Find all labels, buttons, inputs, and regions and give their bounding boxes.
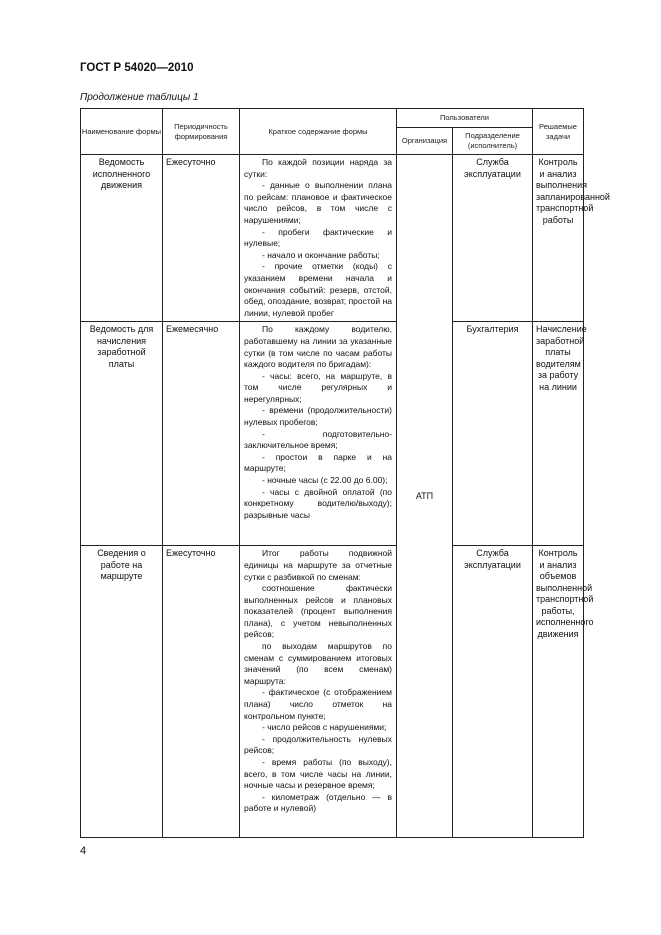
content-line: - фактическое (с отображением плана) число отметок на контрольном пункте; [244,687,392,721]
form-period: Ежемесячно [163,322,240,546]
content-line: - прочие отметки (коды) с указанием времени начала и окончания событий: резерв, отстой, обед, опоздание, возврат, простой на линии, нулевой пробег [244,261,392,318]
header-period: Периодичность формирования [163,109,240,155]
content-line: - время работы (по выходу), всего, в том числе часы на линии, ночные часы и резервное время; [244,757,392,791]
content-line: - начало и окончание работы; [262,249,380,260]
content-line: - продолжительность нулевых рейсов; [244,733,392,756]
form-tasks: Начисление заработной платы водителям за работу на линии [533,322,584,546]
content-line: - подготовительно-заключительное время; [244,428,392,451]
content-line: - часы: всего, на маршруте, в том числе регулярных и нерегулярных; [244,370,392,404]
content-line: По каждому водителю, работавшему на линии за указанные сутки (в том числе по часам работы каждого водителя по бригадам): [244,324,392,370]
header-org: Организация [397,128,453,155]
form-period: Ежесуточно [163,546,240,838]
content-line: - число рейсов с нарушениями; [262,722,387,733]
form-name: Сведения о работе на маршруте [81,546,163,838]
form-name: Ведомость исполненного движения [81,155,163,322]
content-line: По каждой позиции наряда за сутки: [244,157,392,179]
content-line: Итог работы подвижной единицы на маршруте за отчетные сутки с разбивкой по сменам: [244,548,392,582]
table-continuation-caption: Продолжение таблицы 1 [80,92,199,103]
header-tasks: Решаемые задачи [533,109,584,155]
content-line: - пробеги фактические и нулевые; [244,226,392,249]
organization-cell: АТП [397,155,453,838]
form-department: Бухгалтерия [453,322,533,546]
form-content [240,155,397,322]
header-dept: Подразделение (исполнитель) [453,128,533,155]
form-department: Служба эксплуатации [453,546,533,838]
content-line: - данные о выполнении плана по рейсам: плановое и фактическое число рейсов, в том числе с нарушениями; [244,180,392,225]
content-line: - часы с двойной оплатой (по конкретному водителю/выходу); разрывные часы [244,486,392,520]
form-department: Служба эксплуатации [453,155,533,322]
form-tasks: Контроль и анализ выполнения запланированной транспортной работы [533,155,584,322]
form-tasks: Контроль и анализ объемов выполненной транспортной работы, исполненного движения [533,546,584,838]
content-line: по выходам маршрутов по сменам с суммированием итоговых значений (по всем сменам) маршрута: [244,641,392,686]
table-row [81,322,584,546]
form-content [240,322,397,546]
content-line: - ночные часы (с 22.00 до 6.00); [262,475,388,486]
form-content [240,546,397,838]
page-number: 4 [80,845,87,857]
content-line: - километраж (отдельно — в работе и нулевой) [244,791,392,814]
document-code: ГОСТ Р 54020—2010 [80,62,194,74]
content-line: - простои в парке и на маршруте; [244,451,392,474]
header-users: Пользователи [397,109,533,128]
content-line: соотношение фактически выполненных рейсов и плановых показателей (процент выполнения плана), с учетом невыполненных рейсов; [244,583,392,640]
table-row [81,155,584,322]
header-content: Краткое содержание формы [240,109,397,155]
form-period: Ежесуточно [163,155,240,322]
table-row [81,546,584,838]
form-name: Ведомость для начисления заработной платы [81,322,163,546]
forms-table [80,108,610,838]
header-name: Наименование формы [81,109,163,155]
content-line: - времени (продолжительности) нулевых пробегов; [244,405,392,428]
